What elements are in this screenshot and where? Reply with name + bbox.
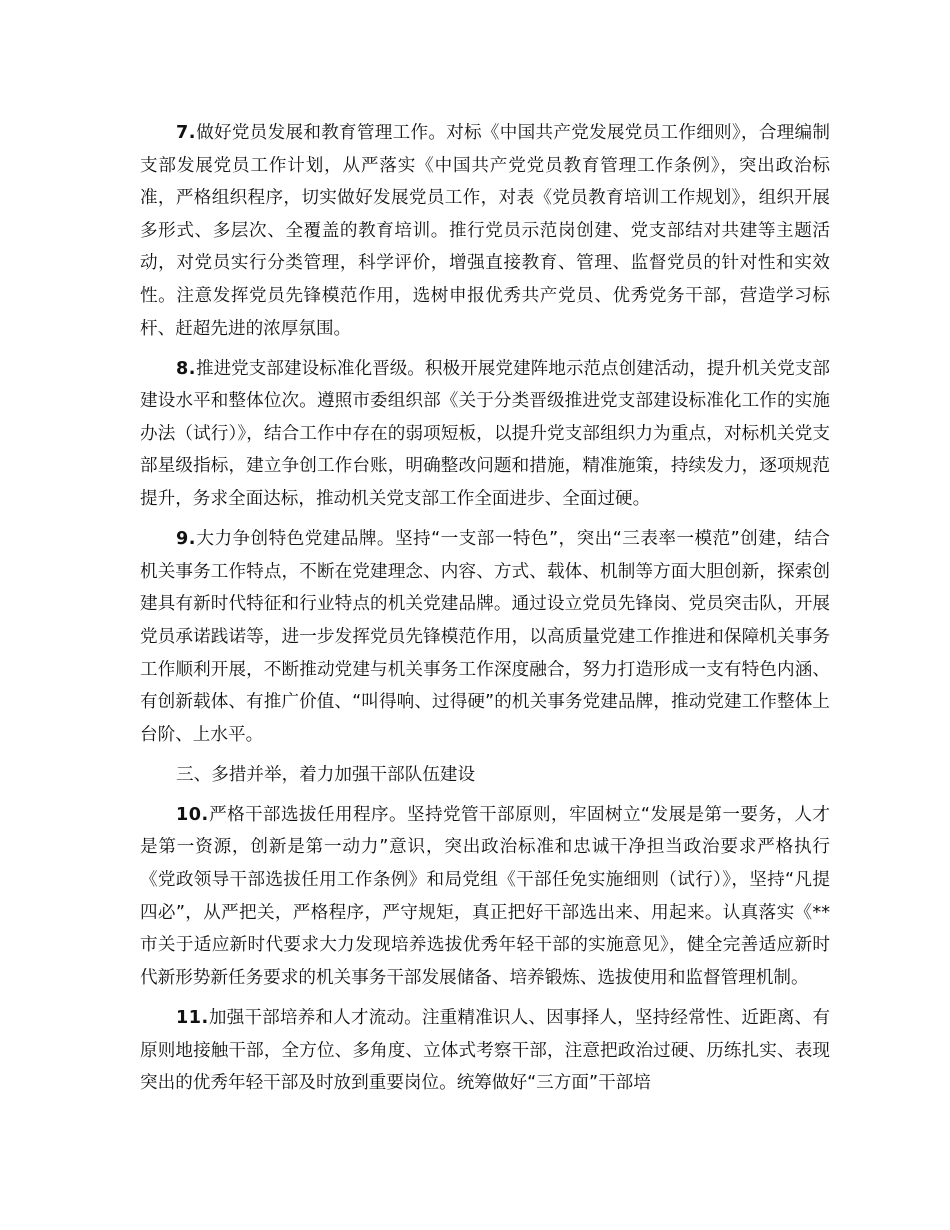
paragraph-7	[140, 117, 830, 345]
paragraph-text: 严格干部选拔任用程序。坚持党管干部原则，牢固树立“发展是第一要务，人才是第一资源，创新是第一动力”意识，突出政治标准和忠诚干净担当政治要求严格执行《党政领导干部选拔任用工作条例》和局党组《干部任免实施细则（试行）》，坚持“凡提四必”，从严把关，严格程序，严守规矩，真正把好干部选出来、用起来。认真落实《**市关于适应新时代要求大力发现培养选拔优秀年轻干部的实施意见》，健全完善适应新时代新形势新任务要求的机关事务干部发展储备、培养锻炼、选拔使用和监督管理机制。	[140, 804, 830, 988]
paragraph-10	[140, 799, 830, 995]
paragraph-text: 做好党员发展和教育管理工作。对标《中国共产党发展党员工作细则》，合理编制支部发展党员工作计划，从严落实《中国共产党党员教育管理工作条例》，突出政治标准，严格组织程序，切实做好发展党员工作，对表《党员教育培训工作规划》，组织开展多形式、多层次、全覆盖的教育培训。推行党员示范岗创建、党支部结对共建等主题活动，对党员实行分类管理，科学评价，增强直接教育、管理、监督党员的针对性和实效性。注意发挥党员先锋模范作用，选树申报优秀共产党员、优秀党务干部，营造学习标杆、赶超先进的浓厚氛围。	[140, 123, 830, 339]
document-page	[140, 117, 830, 1107]
paragraph-text: 加强干部培养和人才流动。注重精准识人、因事择人，坚持经常性、近距离、有原则地接触干部，全方位、多角度、立体式考察干部，注意把政治过硬、历练扎实、表现突出的优秀年轻干部及时放到重要岗位。统筹做好“三方面”干部培	[140, 1007, 830, 1094]
paragraph-number: 11.	[176, 1007, 209, 1028]
paragraph-number: 9.	[176, 529, 196, 550]
paragraph-9	[140, 523, 830, 751]
section-heading: 三、多措并举，着力加强干部队伍建设	[176, 764, 476, 785]
paragraph-number: 10.	[176, 804, 209, 825]
paragraph-11	[140, 1002, 830, 1100]
paragraph-8	[140, 353, 830, 516]
paragraph-number: 7.	[176, 123, 196, 143]
paragraph-number: 8.	[176, 358, 196, 379]
paragraph-text: 大力争创特色党建品牌。坚持“一支部一特色”，突出“三表率一模范”创建，结合机关事务工作特点，不断在党建理念、内容、方式、载体、机制等方面大胆创新，探索创建具有新时代特征和行业特点的机关党建品牌。通过设立党员先锋岗、党员突击队，开展党员承诺践诺等，进一步发挥党员先锋模范作用，以高质量党建工作推进和保障机关事务工作顺利开展，不断推动党建与机关事务工作深度融合，努力打造形成一支有特色内涵、有创新载体、有推广价值、“叫得响、过得硬”的机关事务党建品牌，推动党建工作整体上台阶、上水平。	[140, 529, 830, 745]
paragraph-text: 推进党支部建设标准化晋级。积极开展党建阵地示范点创建活动，提升机关党支部建设水平和整体位次。遵照市委组织部《关于分类晋级推进党支部建设标准化工作的实施办法（试行）》，结合工作中存在的弱项短板，以提升党支部组织力为重点，对标机关党支部星级指标，建立争创工作台账，明确整改问题和措施，精准施策，持续发力，逐项规范提升，务求全面达标，推动机关党支部工作全面进步、全面过硬。	[140, 358, 830, 510]
